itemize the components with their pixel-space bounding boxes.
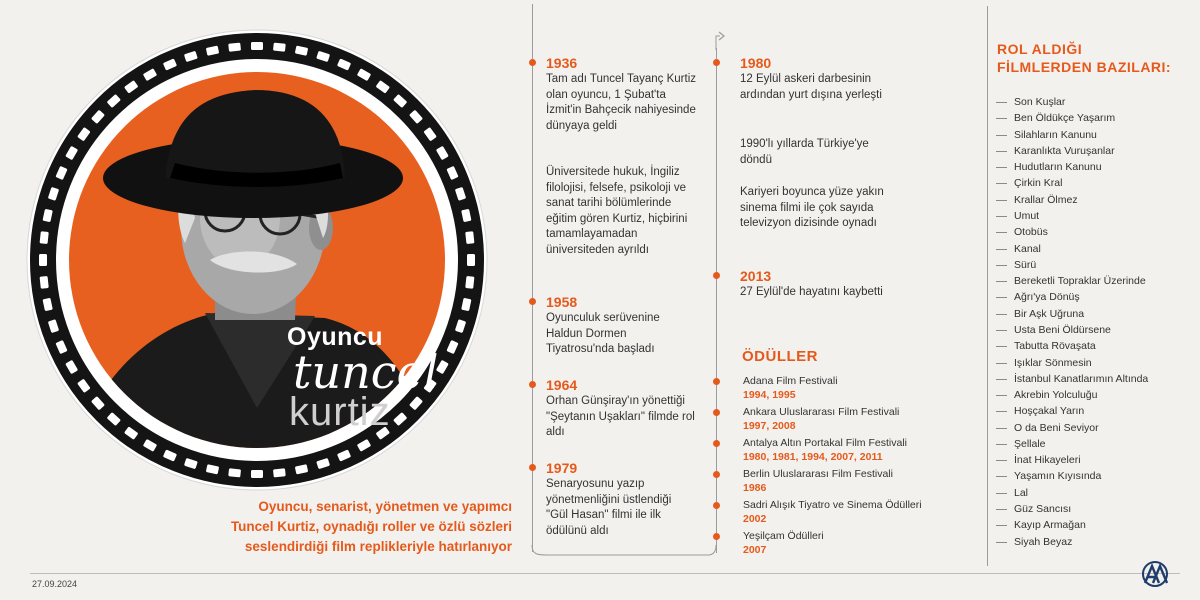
- award-item: [743, 467, 893, 495]
- timeline-text: Senaryosunu yazıp yönetmenliğini üstlendiği "Gül Hasan" filmi ile ilk ödülünü aldı: [546, 478, 672, 537]
- award-years: 1994, 1995: [743, 389, 796, 401]
- films-list: [996, 94, 1148, 550]
- film-item: Sürü: [996, 257, 1148, 273]
- award-name: Yeşilçam Ödülleri: [743, 530, 824, 542]
- timeline-note-education: Üniversitede hukuk, İngiliz filolojisi, felsefe, psikoloji ve sanat tarihi bölümlerinde eğitim gören Kurtiz, hiçbirini tamamlayamadan üniversiteden ayrıldı: [546, 166, 688, 256]
- film-hole: [465, 231, 474, 244]
- film-hole: [251, 42, 263, 50]
- film-hole: [251, 470, 263, 478]
- timeline-text: 27 Eylül'de hayatını kaybetti: [740, 286, 883, 298]
- film-item: Umut: [996, 208, 1148, 224]
- film-hole: [465, 276, 474, 289]
- film-item: O da Beni Seviyor: [996, 420, 1148, 436]
- timeline-year: 1980: [740, 55, 772, 71]
- films-separator: [987, 6, 988, 566]
- timeline-note-return: 1990'lı yıllarda Türkiye'ye döndü: [740, 138, 869, 166]
- timeline-arrow-icon: [706, 30, 726, 50]
- title-oyuncu: Oyuncu: [287, 323, 384, 351]
- timeline-item-1958: [546, 294, 696, 358]
- film-item: Kanal: [996, 241, 1148, 257]
- film-hole: [273, 468, 286, 477]
- timeline-dot: [713, 272, 720, 279]
- film-hole: [228, 43, 241, 52]
- award-years: 2002: [743, 513, 767, 525]
- film-item: Kayıp Armağan: [996, 517, 1148, 533]
- award-name: Sadri Alışık Tiyatro ve Sinema Ödülleri: [743, 499, 922, 511]
- date-label: 27.09.2024: [32, 579, 78, 589]
- timeline-note-career: Kariyeri boyunca yüze yakın sinema filmi ile çok sayıda televizyon dizisinde oynadı: [740, 186, 884, 229]
- aa-logo-icon: [1139, 561, 1171, 587]
- film-hole: [273, 43, 286, 52]
- award-years: 1997, 2008: [743, 420, 796, 432]
- award-name: Adana Film Festivali: [743, 375, 838, 387]
- award-years: 1986: [743, 482, 767, 494]
- film-item: Bir Aşk Uğruna: [996, 306, 1148, 322]
- film-item: Lal: [996, 485, 1148, 501]
- film-hole: [40, 231, 49, 244]
- award-item: [743, 436, 907, 464]
- timeline-text: Orhan Günşiray'ın yönettiği "Şeytanın Uşakları" filmde rol aldı: [546, 395, 695, 438]
- films-title-line: ROL ALDIĞI: [997, 41, 1083, 57]
- title-tuncel: tuncel: [293, 345, 439, 399]
- award-item: [743, 498, 922, 526]
- film-item: Çirkin Kral: [996, 175, 1148, 191]
- award-dot: [713, 409, 720, 416]
- award-name: Ankara Uluslararası Film Festivali: [743, 406, 900, 418]
- subtitle-line: Tuncel Kurtiz, oynadığı roller ve özlü sözleri: [230, 519, 512, 534]
- film-item: Şellale: [996, 436, 1148, 452]
- footer-divider: [30, 573, 1180, 574]
- award-dot: [713, 533, 720, 540]
- film-item: Ağrı'ya Dönüş: [996, 289, 1148, 305]
- timeline-year: 2013: [740, 268, 772, 284]
- timeline-text: Tam adı Tuncel Tayanç Kurtiz olan oyuncu, 1 Şubat'ta İzmit'in Bahçecik nahiyesinde dünyaya geldi: [546, 73, 696, 132]
- film-item: Güz Sancısı: [996, 501, 1148, 517]
- timeline-year: 1964: [546, 377, 578, 393]
- award-name: Antalya Altın Portakal Film Festivali: [743, 437, 907, 449]
- timeline-item-2013: [740, 268, 900, 301]
- subtitle: [150, 497, 512, 557]
- timeline-dot: [529, 381, 536, 388]
- film-hole: [467, 254, 475, 266]
- film-item: Usta Beni Öldürsene: [996, 322, 1148, 338]
- award-years: 1980, 1981, 1994, 2007, 2011: [743, 451, 883, 463]
- award-name: Berlin Uluslararası Film Festivali: [743, 468, 893, 480]
- timeline-year: 1936: [546, 55, 578, 71]
- film-item: Tabutta Rövaşata: [996, 338, 1148, 354]
- film-item: Silahların Kanunu: [996, 127, 1148, 143]
- film-hole: [228, 468, 241, 477]
- film-item: Hudutların Kanunu: [996, 159, 1148, 175]
- timeline-dot: [529, 298, 536, 305]
- award-item: [743, 374, 838, 402]
- subtitle-line: seslendirdiği film replikleriyle hatırlanıyor: [244, 539, 512, 554]
- timeline-item-1964: [546, 377, 696, 441]
- timeline-dot: [529, 464, 536, 471]
- timeline-year: 1979: [546, 460, 578, 476]
- timeline-connector: [528, 545, 718, 559]
- portrait-title: [287, 323, 487, 432]
- film-item: Krallar Ölmez: [996, 192, 1148, 208]
- film-item: Hoşçakal Yarın: [996, 403, 1148, 419]
- film-item: Akrebin Yolculuğu: [996, 387, 1148, 403]
- award-item: [743, 405, 899, 433]
- film-item: İstanbul Kanatlarımın Altında: [996, 371, 1148, 387]
- timeline-dot: [529, 59, 536, 66]
- subtitle-line: Oyuncu, senarist, yönetmen ve yapımcı: [258, 499, 512, 514]
- title-kurtiz: kurtiz: [289, 390, 391, 434]
- film-item: Ben Öldükçe Yaşarım: [996, 110, 1148, 126]
- film-item: Işıklar Sönmesin: [996, 355, 1148, 371]
- portrait-ring: [25, 28, 490, 493]
- film-hole: [40, 276, 49, 289]
- film-item: Siyah Beyaz: [996, 534, 1148, 550]
- film-item: Karanlıkta Vuruşanlar: [996, 143, 1148, 159]
- film-hole: [39, 254, 47, 266]
- films-title: [997, 40, 1197, 76]
- film-item: İnat Hikayeleri: [996, 452, 1148, 468]
- film-item: Otobüs: [996, 224, 1148, 240]
- timeline-text: Oyunculuk serüvenine Haldun Dormen Tiyatrosu'nda başladı: [546, 312, 660, 355]
- timeline-dot: [713, 59, 720, 66]
- award-dot: [713, 440, 720, 447]
- timeline-item-1936: [546, 55, 696, 134]
- award-dot: [713, 502, 720, 509]
- award-years: 2007: [743, 544, 767, 556]
- film-item: Yaşamın Kıyısında: [996, 468, 1148, 484]
- award-dot: [713, 378, 720, 385]
- timeline-item-1980: [740, 55, 900, 103]
- award-dot: [713, 471, 720, 478]
- awards-title: ÖDÜLLER: [742, 348, 818, 365]
- timeline-item-1979: [546, 460, 696, 539]
- timeline-text: 12 Eylül askeri darbesinin ardından yurt dışına yerleşti: [740, 73, 882, 101]
- films-title-line: FİLMLERDEN BAZILARI:: [997, 59, 1172, 75]
- award-item: [743, 529, 824, 557]
- film-item: Son Kuşlar: [996, 94, 1148, 110]
- timeline-year: 1958: [546, 294, 578, 310]
- film-item: Bereketli Topraklar Üzerinde: [996, 273, 1148, 289]
